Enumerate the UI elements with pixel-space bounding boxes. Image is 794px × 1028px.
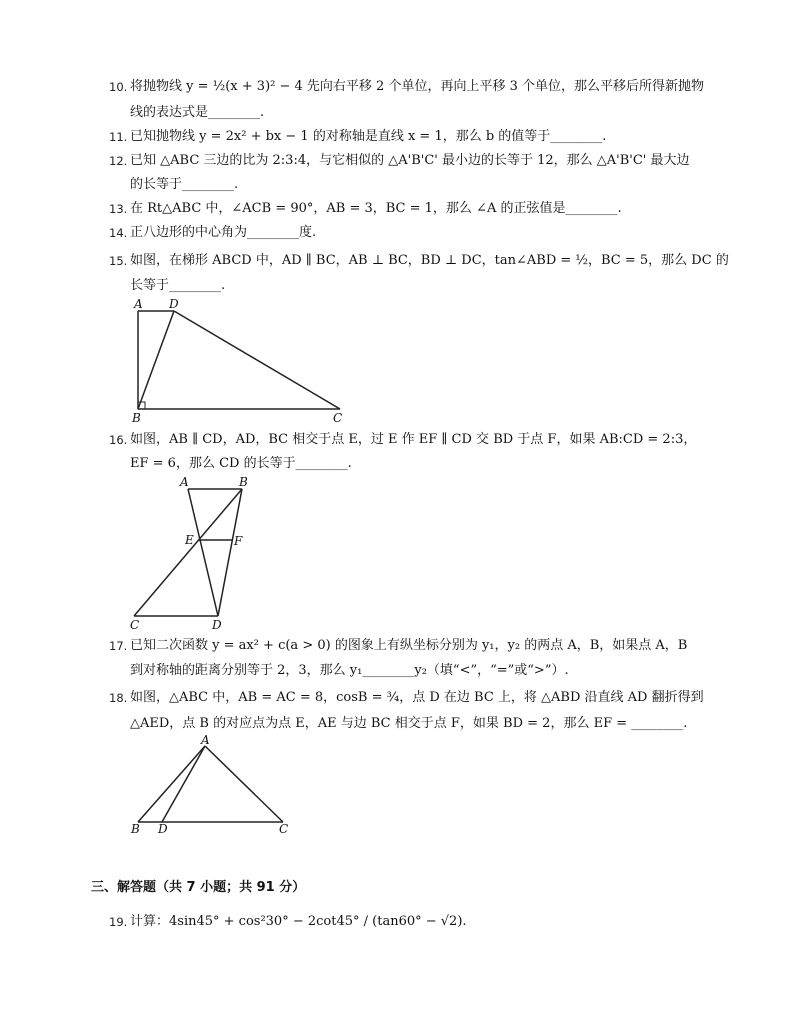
question-text: 已知抛物线 y = 2x² + bx − 1 的对称轴是直线 x = 1，那么 b 的值等于________. xyxy=(130,129,607,144)
question-number: 14. xyxy=(109,226,128,240)
question-text: 的长等于________. xyxy=(130,177,239,192)
label-A: A xyxy=(180,475,189,489)
edge-AC xyxy=(205,746,283,822)
question-text: 长等于________. xyxy=(130,278,226,293)
segment-BD xyxy=(218,489,242,616)
question-text: △AED，点 B 的对应点为点 E，AE 与边 BC 相交于点 F，如果 BD = 2，那么 EF = ________. xyxy=(130,716,688,731)
question-number: 17. xyxy=(109,639,128,653)
question-text: 正八边形的中心角为________度. xyxy=(130,225,317,240)
label-D: D xyxy=(212,618,222,632)
label-B: B xyxy=(131,822,140,836)
question-number: 11. xyxy=(109,130,128,144)
question-text: 计算：4sin45° + cos²30° − 2cot45° / (tan60° − √2). xyxy=(130,914,467,929)
question-number: 10. xyxy=(109,80,128,94)
figure-trapezoid xyxy=(126,296,356,426)
segment-AD xyxy=(188,489,218,616)
question-text: 已知 △ABC 三边的比为 2:3:4，与它相似的 △A'B'C' 最小边的长等于 12，那么 △A'B'C' 最大边 xyxy=(130,153,690,168)
label-B: B xyxy=(132,411,141,425)
segment-BC xyxy=(134,489,242,616)
question-text: 到对称轴的距离分别等于 2，3，那么 y₁________y₂（填“<”，“=”或“>”）. xyxy=(130,663,569,678)
edge-AB xyxy=(138,746,205,822)
question-text: 线的表达式是________. xyxy=(130,105,265,120)
question-number: 13. xyxy=(109,202,128,216)
label-C: C xyxy=(333,411,343,425)
label-A: A xyxy=(134,297,143,311)
question-text: EF = 6，那么 CD 的长等于________. xyxy=(130,456,352,471)
label-A: A xyxy=(201,733,210,747)
diagonal-BD xyxy=(138,311,174,409)
edge-DC xyxy=(174,311,340,409)
label-C: C xyxy=(279,822,289,836)
question-text: 如图，在梯形 ABCD 中，AD ∥ BC，AB ⊥ BC，BD ⊥ DC，tan∠ABD = ½，BC = 5，那么 DC 的 xyxy=(130,253,729,268)
label-C: C xyxy=(130,618,140,632)
question-number: 18. xyxy=(109,691,128,705)
label-D: D xyxy=(158,822,168,836)
question-text: 已知二次函数 y = ax² + c(a > 0) 的图象上有纵坐标分别为 y₁，y₂ 的两点 A，B，如果点 A，B xyxy=(130,638,688,653)
question-number: 19. xyxy=(109,915,128,929)
label-E: E xyxy=(185,533,194,547)
label-B: B xyxy=(239,475,248,489)
question-text: 在 Rt△ABC 中，∠ACB = 90°，AB = 3，BC = 1，那么 ∠A 的正弦值是________. xyxy=(130,201,622,216)
question-text: 如图，△ABC 中，AB = AC = 8，cosB = ¾，点 D 在边 BC 上，将 △ABD 沿直线 AD 翻折得到 xyxy=(130,690,704,705)
question-text: 如图，AB ∥ CD，AD，BC 相交于点 E，过 E 作 EF ∥ CD 交 BD 于点 F，如果 AB:CD = 2:3， xyxy=(130,432,697,447)
question-text: 将抛物线 y = ½(x + 3)² − 4 先向右平移 2 个单位，再向上平移 3 个单位，那么平移后所得新抛物 xyxy=(130,79,704,94)
question-number: 15. xyxy=(109,254,128,268)
section-heading: 三、解答题（共 7 小题；共 91 分） xyxy=(91,880,306,895)
question-number: 12. xyxy=(109,154,128,168)
figure-isosceles-triangle xyxy=(126,732,296,838)
question-number: 16. xyxy=(109,433,128,447)
figure-parallel-lines xyxy=(126,474,266,634)
label-F: F xyxy=(234,534,243,548)
segment-AD xyxy=(162,746,205,822)
label-D: D xyxy=(169,297,179,311)
